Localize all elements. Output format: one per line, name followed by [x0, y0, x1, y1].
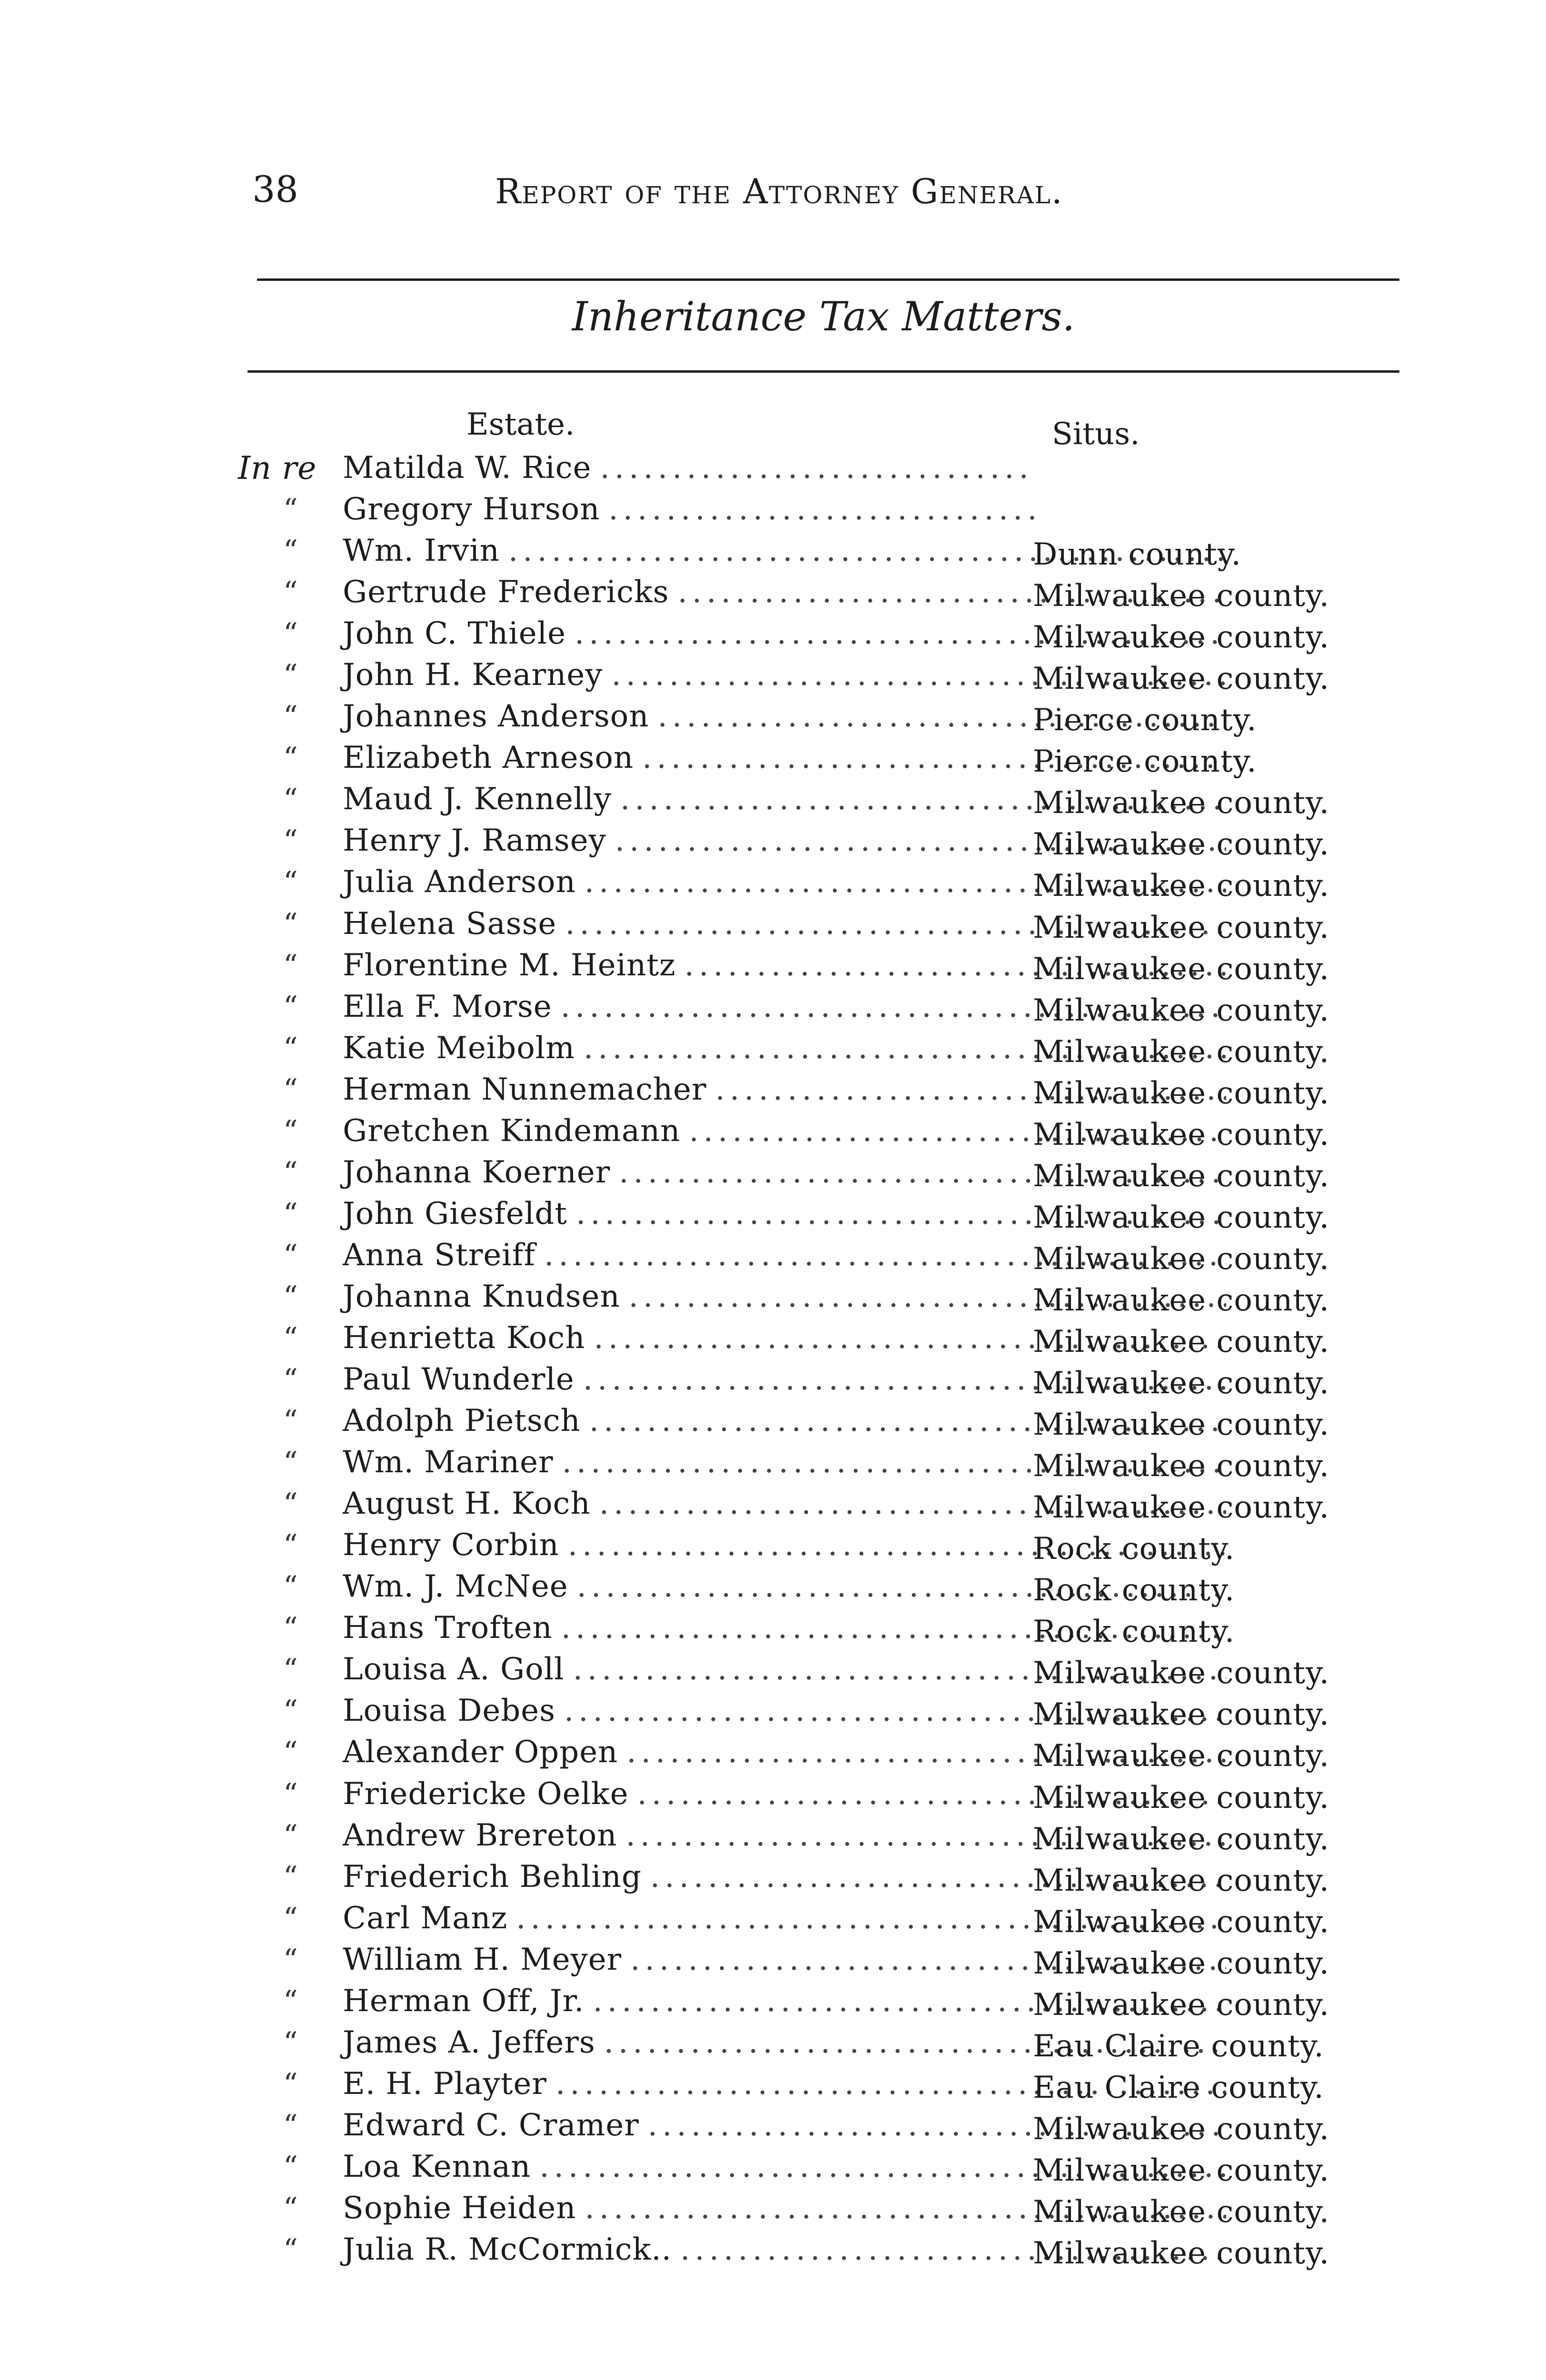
situs-value: Milwaukee county. [1033, 1241, 1330, 1277]
situs-value: Milwaukee county. [1033, 1821, 1330, 1857]
ditto-mark: “ [283, 2108, 298, 2142]
list-item [238, 2146, 1390, 2188]
estate-name: Henry J. Ramsey [343, 823, 606, 859]
ditto-mark: “ [283, 1279, 298, 1313]
list-item [238, 1939, 1390, 1981]
ditto-mark: “ [283, 948, 298, 982]
list-item [238, 903, 1390, 945]
ditto-mark: “ [283, 2233, 298, 2267]
estate-name: Matilda W. Rice [343, 450, 592, 486]
estate-list [238, 447, 1390, 2271]
list-item [238, 1318, 1390, 1359]
estate-cell [343, 447, 1047, 489]
ditto-mark: “ [283, 1072, 298, 1106]
situs-value: Milwaukee county. [1033, 1034, 1330, 1070]
list-item [238, 2063, 1390, 2105]
list-item [238, 530, 1390, 572]
ditto-mark: “ [283, 1735, 298, 1769]
estate-name: Paul Wunderle [343, 1362, 575, 1398]
estate-name: Alexander Oppen [343, 1735, 618, 1770]
estate-name: Gretchen Kindemann [343, 1113, 681, 1149]
estate-name: Gertrude Fredericks [343, 575, 669, 610]
ditto-mark: “ [283, 617, 298, 651]
estate-name: Sophie Heiden [343, 2190, 576, 2226]
estate-name: Gregory Hurson [343, 492, 600, 527]
estate-name: Wm. Mariner [343, 1445, 554, 1480]
situs-value: Milwaukee county. [1033, 2236, 1330, 2271]
list-item [238, 613, 1390, 654]
situs-value: Rock county. [1033, 1573, 1235, 1608]
situs-value: Milwaukee county. [1033, 1987, 1330, 2023]
list-item [238, 1732, 1390, 1773]
running-head [252, 168, 1395, 224]
estate-name: Maud J. Kennelly [343, 782, 612, 817]
situs-value: Milwaukee county. [1033, 620, 1330, 655]
situs-value: Milwaukee county. [1033, 1324, 1330, 1359]
list-item [238, 1898, 1390, 1939]
ditto-mark: “ [283, 534, 298, 568]
estate-name: Elizabeth Arneson [343, 740, 634, 776]
estate-name: Herman Nunnemacher [343, 1071, 707, 1107]
list-item [238, 1607, 1390, 1649]
list-item [238, 2188, 1390, 2229]
ditto-mark: “ [283, 865, 298, 899]
list-item [238, 1690, 1390, 1732]
estate-name: Henrietta Koch [343, 1320, 585, 1356]
ditto-mark: “ [283, 1155, 298, 1189]
ditto-mark: “ [283, 1653, 298, 1686]
estate-name: Wm. Irvin [343, 533, 500, 569]
situs-value: Milwaukee county. [1033, 1738, 1330, 1774]
list-item [238, 737, 1390, 779]
estate-name: Helena Sasse [343, 906, 557, 942]
page-number: 38 [252, 168, 298, 210]
ditto-mark: “ [283, 1528, 298, 1562]
ditto-mark: “ [283, 990, 298, 1023]
estate-name: Louisa A. Goll [343, 1652, 565, 1687]
situs-value: Milwaukee county. [1033, 785, 1330, 821]
ditto-mark: “ [283, 783, 298, 816]
list-item [238, 1028, 1390, 1069]
estate-name: Henry Corbin [343, 1527, 559, 1563]
situs-value: Dunn county. [1033, 537, 1241, 573]
list-item [238, 1566, 1390, 1607]
estate-name: Katie Meibolm [343, 1030, 575, 1066]
estate-name: Carl Manz [343, 1900, 508, 1936]
situs-value: Milwaukee county. [1033, 661, 1330, 697]
estate-name: Friederich Behling [343, 1859, 642, 1894]
list-item [238, 2229, 1390, 2271]
situs-value: Milwaukee county. [1033, 910, 1330, 945]
estate-name: Julia Anderson [343, 864, 576, 900]
list-item [238, 2105, 1390, 2146]
situs-value: Milwaukee county. [1033, 2152, 1330, 2188]
situs-value: Milwaukee county. [1033, 1945, 1330, 1981]
estate-name: Adolph Pietsch [343, 1403, 581, 1439]
ditto-mark: “ [283, 1777, 298, 1811]
situs-value: Eau Claire county. [1033, 2028, 1324, 2064]
list-item [238, 820, 1390, 862]
bottom-rule [248, 370, 1399, 373]
estate-name: John C. Thiele [343, 616, 566, 652]
estate-name: Anna Streiff [343, 1237, 536, 1273]
ditto-mark: “ [283, 658, 298, 692]
list-item [238, 1276, 1390, 1318]
list-item [238, 1193, 1390, 1235]
situs-value: Rock county. [1033, 1531, 1235, 1567]
ditto-mark: “ [283, 493, 298, 526]
ditto-mark: “ [283, 2191, 298, 2225]
estate-name: William H. Meyer [343, 1942, 622, 1977]
list-item [238, 489, 1390, 530]
list-item [238, 1442, 1390, 1483]
situs-value: Milwaukee county. [1033, 1075, 1330, 1111]
ditto-mark: “ [283, 1611, 298, 1645]
list-item [238, 1152, 1390, 1193]
situs-value: Milwaukee county. [1033, 2194, 1330, 2230]
list-item [238, 2022, 1390, 2063]
top-rule [257, 278, 1399, 281]
situs-value: Milwaukee county. [1033, 1656, 1330, 1691]
situs-value: Eau Claire county. [1033, 2070, 1324, 2105]
ditto-mark: “ [283, 1943, 298, 1976]
ditto-mark: “ [283, 1321, 298, 1355]
estate-name: Hans Troften [343, 1610, 553, 1646]
list-item [238, 779, 1390, 820]
situs-value: Rock county. [1033, 1614, 1235, 1650]
ditto-mark: “ [283, 824, 298, 858]
ditto-mark: “ [283, 700, 298, 734]
list-item [238, 572, 1390, 613]
list-item [238, 1235, 1390, 1276]
situs-value: Milwaukee county. [1033, 1158, 1330, 1194]
situs-value: Milwaukee county. [1033, 1697, 1330, 1733]
estate-name: Loa Kennan [343, 2149, 531, 2184]
list-item [238, 654, 1390, 696]
estate-name: Johanna Koerner [343, 1154, 611, 1190]
situs-value: Pierce county. [1033, 703, 1257, 738]
list-item [238, 1400, 1390, 1442]
estate-name: Julia R. McCormick.. [343, 2232, 672, 2268]
list-item [238, 945, 1390, 986]
situs-value: Milwaukee county. [1033, 1282, 1330, 1318]
situs-column-header: Situs. [1052, 416, 1140, 452]
list-item [238, 1069, 1390, 1111]
ditto-mark: “ [283, 575, 298, 609]
ditto-mark: “ [283, 1197, 298, 1230]
situs-value: Milwaukee county. [1033, 1200, 1330, 1235]
ditto-mark: “ [283, 1818, 298, 1852]
list-item [238, 1359, 1390, 1400]
list-item [238, 447, 1390, 489]
estate-name: Florentine M. Heintz [343, 947, 676, 983]
list-item [238, 1856, 1390, 1898]
situs-value: Milwaukee county. [1033, 1117, 1330, 1152]
list-item [238, 696, 1390, 737]
list-item [238, 986, 1390, 1028]
situs-value: Milwaukee county. [1033, 1448, 1330, 1484]
estate-name: John Giesfeldt [343, 1196, 567, 1231]
ditto-mark: “ [283, 1363, 298, 1397]
ditto-mark: “ [283, 1114, 298, 1148]
estate-name: John H. Kearney [343, 657, 603, 693]
estate-name: Friedericke Oelke [343, 1776, 629, 1812]
estate-name: Edward C. Cramer [343, 2107, 639, 2143]
situs-value: Milwaukee county. [1033, 1407, 1330, 1443]
ditto-mark: “ [283, 1901, 298, 1935]
situs-value: Milwaukee county. [1033, 951, 1330, 987]
in-re-prefix: In re [238, 450, 317, 486]
ditto-mark: “ [283, 2150, 298, 2183]
situs-value: Milwaukee county. [1033, 827, 1330, 863]
estate-cell [343, 489, 1047, 530]
ditto-mark: “ [283, 907, 298, 941]
dot-leader [608, 489, 1036, 530]
list-item [238, 1649, 1390, 1690]
estate-name: Louisa Debes [343, 1693, 555, 1729]
situs-value: Milwaukee county. [1033, 992, 1330, 1028]
ditto-mark: “ [283, 2025, 298, 2059]
list-item [238, 1483, 1390, 1525]
ditto-mark: “ [283, 1446, 298, 1479]
situs-value: Milwaukee county. [1033, 868, 1330, 904]
estate-name: Johannes Anderson [343, 699, 649, 734]
list-item [238, 862, 1390, 903]
estate-name: James A. Jeffers [343, 2024, 595, 2060]
ditto-mark: “ [283, 1860, 298, 1894]
ditto-mark: “ [283, 1694, 298, 1728]
ditto-mark: “ [283, 1404, 298, 1438]
estate-name: Herman Off, Jr. [343, 1983, 585, 2019]
ditto-mark: “ [283, 1031, 298, 1065]
estate-name: August H. Koch [343, 1486, 591, 1522]
report-title: Report of the Attorney General. [495, 171, 1063, 211]
estate-name: Wm. J. McNee [343, 1569, 568, 1605]
situs-value: Milwaukee county. [1033, 1366, 1330, 1401]
estate-column-header: Estate. [466, 407, 575, 442]
situs-value: Pierce county. [1033, 744, 1257, 780]
list-item [238, 1981, 1390, 2022]
ditto-mark: “ [283, 2067, 298, 2101]
situs-value: Milwaukee county. [1033, 1863, 1330, 1898]
situs-value: Milwaukee county. [1033, 1490, 1330, 1526]
section-title: Inheritance Tax Matters. [572, 293, 1075, 340]
list-item [238, 1774, 1390, 1815]
dot-leader [600, 447, 1036, 489]
estate-name: Andrew Brereton [343, 1817, 617, 1853]
ditto-mark: “ [283, 741, 298, 775]
ditto-mark: “ [283, 1570, 298, 1604]
situs-value: Milwaukee county. [1033, 1780, 1330, 1815]
estate-name: E. H. Playter [343, 2066, 547, 2102]
situs-value: Milwaukee county. [1033, 2111, 1330, 2147]
estate-name: Johanna Knudsen [343, 1279, 620, 1314]
estate-name: Ella F. Morse [343, 989, 552, 1024]
list-item [238, 1111, 1390, 1152]
situs-value: Milwaukee county. [1033, 578, 1330, 614]
ditto-mark: “ [283, 1238, 298, 1272]
ditto-mark: “ [283, 1487, 298, 1521]
situs-value: Milwaukee county. [1033, 1904, 1330, 1940]
list-item [238, 1815, 1390, 1856]
ditto-mark: “ [283, 1984, 298, 2018]
list-item [238, 1525, 1390, 1566]
